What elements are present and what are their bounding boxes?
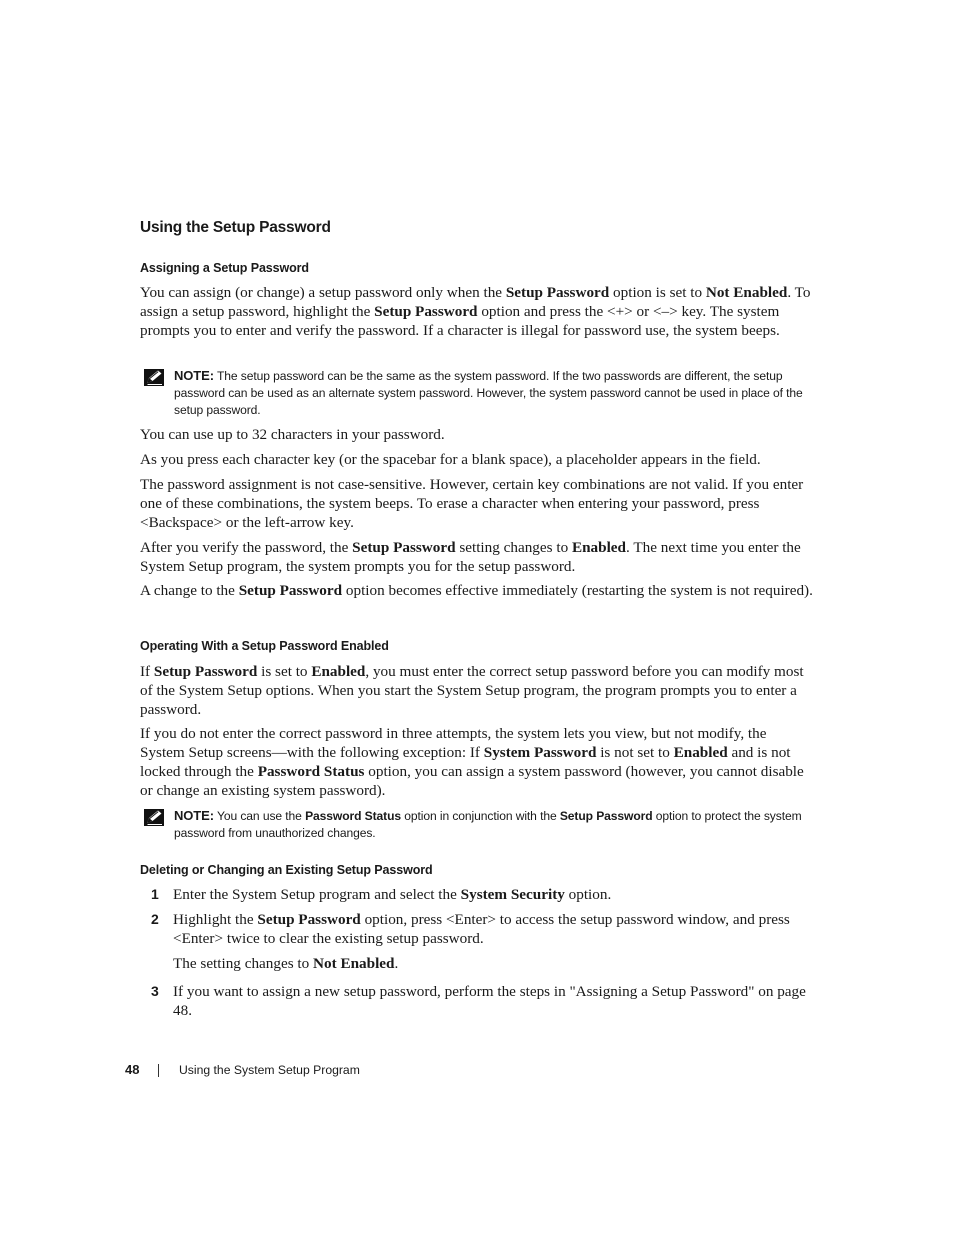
heading-operating: Operating With a Setup Password Enabled — [140, 639, 389, 653]
pencil-note-icon — [144, 809, 164, 826]
step-number: 2 — [151, 911, 159, 927]
section-title: Using the Setup Password — [140, 219, 331, 236]
note-box-1 — [140, 366, 816, 418]
paragraph-change-effective: A change to the Setup Password option becomes effective immediately (restarting the system is not required). — [140, 582, 813, 599]
paragraph-max-characters: You can use up to 32 characters in your password. — [140, 426, 445, 443]
step-number: 1 — [151, 886, 159, 902]
paragraph-three-attempts: If you do not enter the correct password in three attempts, the system lets you view, but not modify, the System Setup screens—with the following exception: If System Password is not set to Enabled and is not locked through the Password Status option, you can assign a system password (however, you cannot disable or change an existing system password). — [140, 725, 804, 799]
pencil-note-icon — [144, 369, 164, 386]
note-text-1: NOTE: The setup password can be the same as the system password. If the two passwords are different, the setup password can be used as an alternate system password. However, the system password cannot be used in place of the setup password. — [174, 368, 803, 417]
paragraph-placeholder: As you press each character key (or the spacebar for a blank space), a placeholder appears in the field. — [140, 451, 761, 468]
note-box-2 — [140, 806, 816, 842]
heading-assigning: Assigning a Setup Password — [140, 261, 309, 275]
step-text: Enter the System Setup program and select the System Security option. — [173, 886, 612, 903]
step-text: If you want to assign a new setup password, perform the steps in "Assigning a Setup Password" on page 48. — [173, 983, 806, 1019]
footer-chapter-title: Using the System Setup Program — [179, 1063, 360, 1077]
footer-divider — [158, 1064, 159, 1077]
step-result: The setting changes to Not Enabled. — [173, 955, 399, 972]
step-text: Highlight the Setup Password option, press <Enter> to access the setup password window, and press <Enter> twice to clear the existing setup password. — [173, 911, 790, 947]
paragraph-assign-intro: You can assign (or change) a setup password only when the Setup Password option is set to Not Enabled. To assign a setup password, highlight the Setup Password option and press the <+> or <–> key. The system prompts you to enter and verify the password. If a character is illegal for password use, the system beeps. — [140, 284, 811, 339]
paragraph-case-sensitivity: The password assignment is not case-sensitive. However, certain key combinations are not valid. If you enter one of these combinations, the system beeps. To erase a character when entering your password, press <Backspace> or the left-arrow key. — [140, 476, 804, 531]
paragraph-after-verify: After you verify the password, the Setup Password setting changes to Enabled. The next time you enter the System Setup program, the system prompts you for the setup password. — [140, 539, 801, 575]
paragraph-operating-intro: If Setup Password is set to Enabled, you must enter the correct setup password before you can modify most of the System Setup options. When you start the System Setup program, the program prompts you to enter a password. — [140, 663, 804, 718]
heading-deleting: Deleting or Changing an Existing Setup Password — [140, 863, 433, 877]
step-number: 3 — [151, 983, 159, 999]
note-text-2: NOTE: You can use the Password Status option in conjunction with the Setup Password option to protect the system password from unauthorized changes. — [174, 808, 802, 840]
page-number: 48 — [125, 1062, 140, 1077]
